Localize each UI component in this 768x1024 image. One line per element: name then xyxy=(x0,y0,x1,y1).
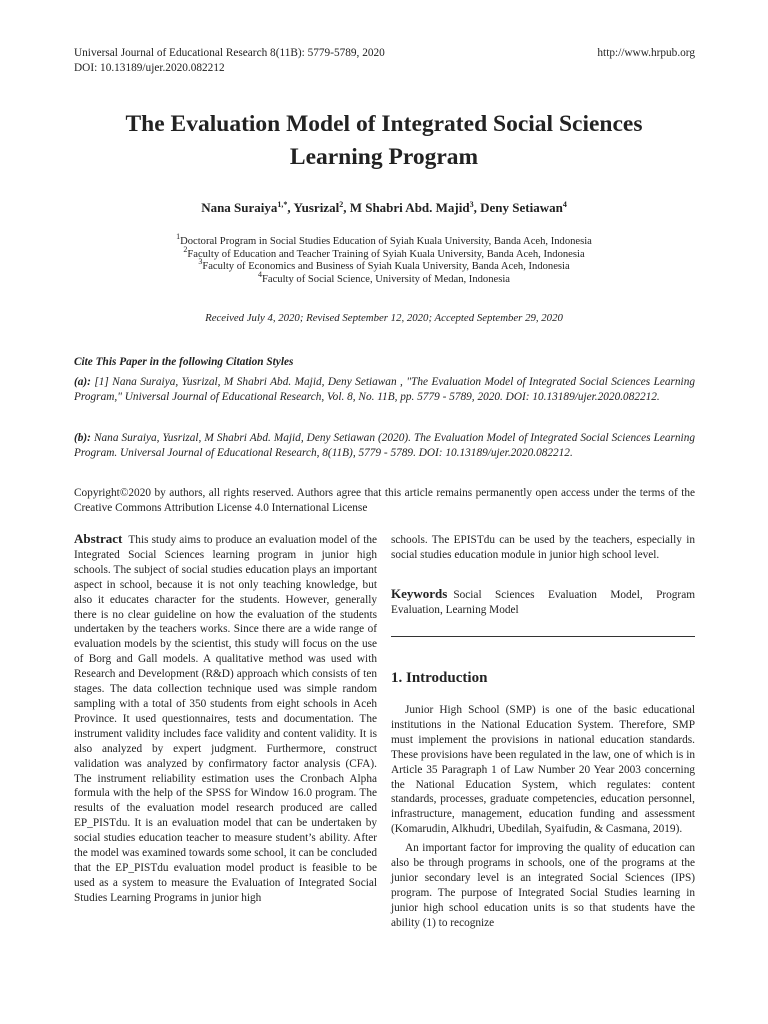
paper-title-line-2: Learning Program xyxy=(289,144,479,170)
paper-title xyxy=(70,108,698,174)
introduction-paragraph-1: Junior High School (SMP) is one of the basic educational institutions in the National Education System. Therefore, SMP must implement the provisions in national education standards. These provisions have been regulated in the law, one of which is in Article 35 Paragraph 1 of Law Number 20 Year 2003 concerning the National Education System, which regulates: content standards, processes, graduate competencies, education personnel, infrastructure, management, education funding and assessment (Komarudin, Alkhudri, Ubedilah, Syaifudin, & Casmana, 2019). xyxy=(391,704,695,836)
affiliation: $^2$Faculty of Education and Teacher Training of Syiah Kuala University, Banda Aceh, Indonesia xyxy=(183,244,585,260)
author: Deny Setiawan$^4$ xyxy=(480,200,567,215)
affiliation: $^4$Faculty of Social Science, University of Medan, Indonesia xyxy=(257,269,510,285)
section-divider xyxy=(391,636,695,637)
introduction-paragraph-2: An important factor for improving the quality of education can also be through programs in schools, one of the programs at the junior secondary level is an integrated Social Sciences (IPS) program. The purpose of Integrated Social Studies learning in junior high school education units is so that students have the ability (1) to recognize xyxy=(391,842,695,929)
abstract-text: This study aims to produce an evaluation model of the Integrated Social Sciences learning program in junior high schools. The subject of social studies education plays an important aspect in school, because it is not only teaching knowledge, but also it educates character for the students. However, generally there is no clear guideline on how the evaluation of the students undertaken by the teachers works. Since there are a wide range of evaluation models by the scientist, this study will focus on the use of Borg and Gall models. A qualitative method was used with Research and Development (R&D) approach which consists of ten stages. The data collection technique used was simple random sampling with a total of 350 students from eight schools in Aceh Province. It used questionnaires, tests and documentation. The instrument validity includes face validity and content validity. It is also analyzed by expert judgment. Furthermore, construct validation was analyzed by confirmatory factor analysis (CFA). The instrument reliability estimation uses the Cronbach Alpha formula with the help of the SPSS for Window 16.0 program. The results of the evaluation model research produced are called EP_PISTdu. It is an evaluation model that can be undertaken by social studies education teacher to measure student’s ability. After the model was examined towards some school, it can be concluded that the EP_PISTdu evaluation model product is feasible to be used as a system to measure the Evaluation of Integrated Social Studies Learning Programs in junior high xyxy=(74,534,377,904)
keywords xyxy=(391,587,695,618)
paper-title-line-1: The Evaluation Model of Integrated Social Sciences xyxy=(125,111,643,137)
abstract-heading: Abstract xyxy=(74,531,123,546)
doi: DOI: 10.13189/ujer.2020.082212 xyxy=(74,62,225,74)
introduction-heading: 1. Introduction xyxy=(391,670,488,686)
copyright-notice: Copyright©2020 by authors, all rights reserved. Authors agree that this article remains permanently open access under the terms of the Creative Commons Attribution License 4.0 International License xyxy=(74,487,695,514)
abstract xyxy=(74,532,377,906)
journal-citation: Universal Journal of Educational Research 8(11B): 5779-5789, 2020 xyxy=(74,47,385,59)
affiliation: $^1$Doctoral Program in Social Studies Education of Syiah Kuala University, Banda Aceh, Indonesia xyxy=(176,232,592,247)
journal-url[interactable]: http://www.hrpub.org xyxy=(597,47,695,59)
author: M Shabri Abd. Majid$^3$, xyxy=(349,200,481,215)
keywords-text: Social Sciences Evaluation Model, Program Evaluation, Learning Model xyxy=(391,589,695,616)
author: Yusrizal$^2$, xyxy=(293,200,350,215)
affiliation: $^3$Faculty of Economics and Business of Syiah Kuala University, Banda Aceh, Indonesia xyxy=(198,257,570,273)
submission-dates: Received July 4, 2020; Revised September 12, 2020; Accepted September 29, 2020 xyxy=(205,312,563,324)
citation-heading: Cite This Paper in the following Citation Styles xyxy=(74,356,294,368)
citation-b: (b): Nana Suraiya, Yusrizal, M Shabri Abd. Majid, Deny Setiawan (2020). The Evaluation Model of Integrated Social Sciences Learning Program. Universal Journal of Educational Research, 8(11B), 5779 - 5789. DOI: 10.13189/ujer.2020.082212. xyxy=(74,432,695,459)
author-list xyxy=(70,200,698,216)
introduction-body xyxy=(391,703,695,935)
abstract-continued: schools. The EPISTdu can be used by the teachers, especially in social studies education module in junior high school level. xyxy=(391,534,695,561)
citation-a: (a): [1] Nana Suraiya, Yusrizal, M Shabri Abd. Majid, Deny Setiawan , "The Evaluation Model of Integrated Social Sciences Learning Program," Universal Journal of Educational Research, Vol. 8, No. 11B, pp. 5779 - 5789, 2020. DOI: 10.13189/ujer.2020.082212. xyxy=(74,376,695,403)
affiliations xyxy=(70,232,698,286)
keywords-heading: Keywords xyxy=(391,586,448,601)
author: Nana Suraiya$^{1,*}$, xyxy=(201,200,294,215)
